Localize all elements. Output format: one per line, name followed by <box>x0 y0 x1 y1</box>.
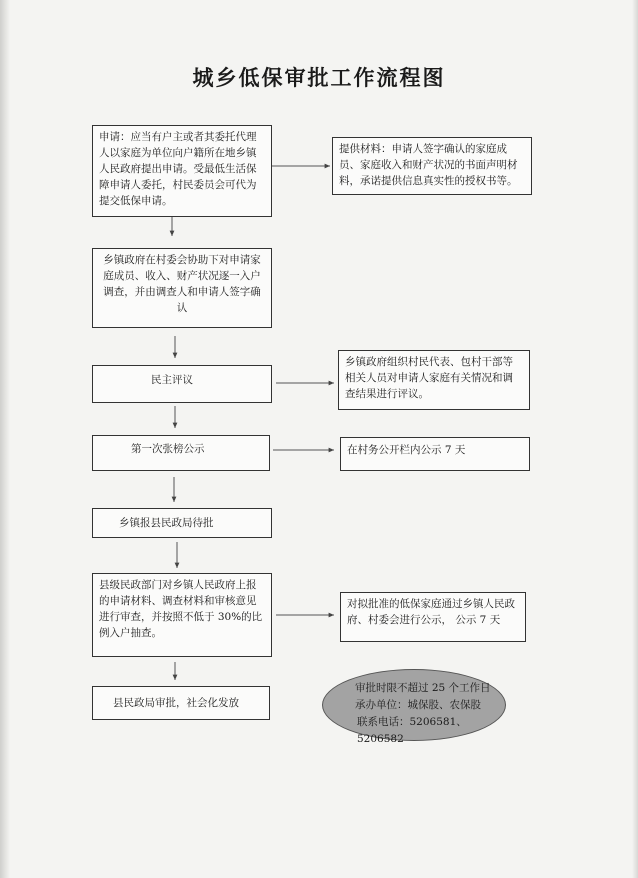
step-report-county-text: 乡镇报县民政局待批 <box>119 517 214 529</box>
step-approval-distribution-text: 县民政局审批，社会化发放 <box>113 697 239 709</box>
contact-time-limit: 审批时限不超过 25 个工作日 <box>355 682 491 694</box>
step-application <box>92 125 272 217</box>
note-materials-text: 提供材料：申请人签字确认的家庭成员、家庭收入和财产状况的书面声明材料，承诺提供信息真实性的授权书等。 <box>339 143 518 187</box>
step-county-review <box>92 573 272 657</box>
step-democratic-review <box>92 365 272 403</box>
step-approval-distribution <box>92 686 270 720</box>
note-approval-publicity-text: 对拟批准的低保家庭通过乡镇人民政府、村委会进行公示， 公示 7 天 <box>347 598 515 626</box>
note-publicity-7days <box>340 437 530 471</box>
note-review-text: 乡镇政府组织村民代表、包村干部等相关人员对申请人家庭有关情况和调查结果进行评议。 <box>345 356 513 400</box>
contact-phone: 联系电话：5206581、5206582 <box>357 716 467 745</box>
note-review <box>338 350 530 410</box>
step-household-survey <box>92 248 272 328</box>
step-report-county <box>92 508 272 538</box>
note-materials <box>332 137 532 195</box>
step-first-publicity <box>92 435 270 471</box>
step-application-text: 申请：应当有户主或者其委托代理人以家庭为单位向户籍所在地乡镇人民政府提出申请。受最低生活保障申请人委托，村民委员会可代为提交低保申请。 <box>99 131 257 207</box>
contact-info-oval <box>322 669 506 745</box>
contact-unit: 承办单位：城保股、农保股 <box>355 699 481 711</box>
step-first-publicity-text: 第一次张榜公示 <box>131 443 205 455</box>
step-democratic-review-text: 民主评议 <box>151 374 193 386</box>
step-household-survey-text: 乡镇政府在村委会协助下对申请家庭成员、收入、财产状况逐一入户调查，并由调查人和申请人签字确认 <box>103 254 261 314</box>
page-title: 城乡低保审批工作流程图 <box>192 66 446 90</box>
note-approval-publicity <box>340 592 526 642</box>
note-publicity-7days-text: 在村务公开栏内公示 7 天 <box>347 444 466 456</box>
step-county-review-text: 县级民政部门对乡镇人民政府上报的申请材料、调查材料和审核意见进行审查，并按照不低于 30%的比例入户抽查。 <box>99 579 263 639</box>
